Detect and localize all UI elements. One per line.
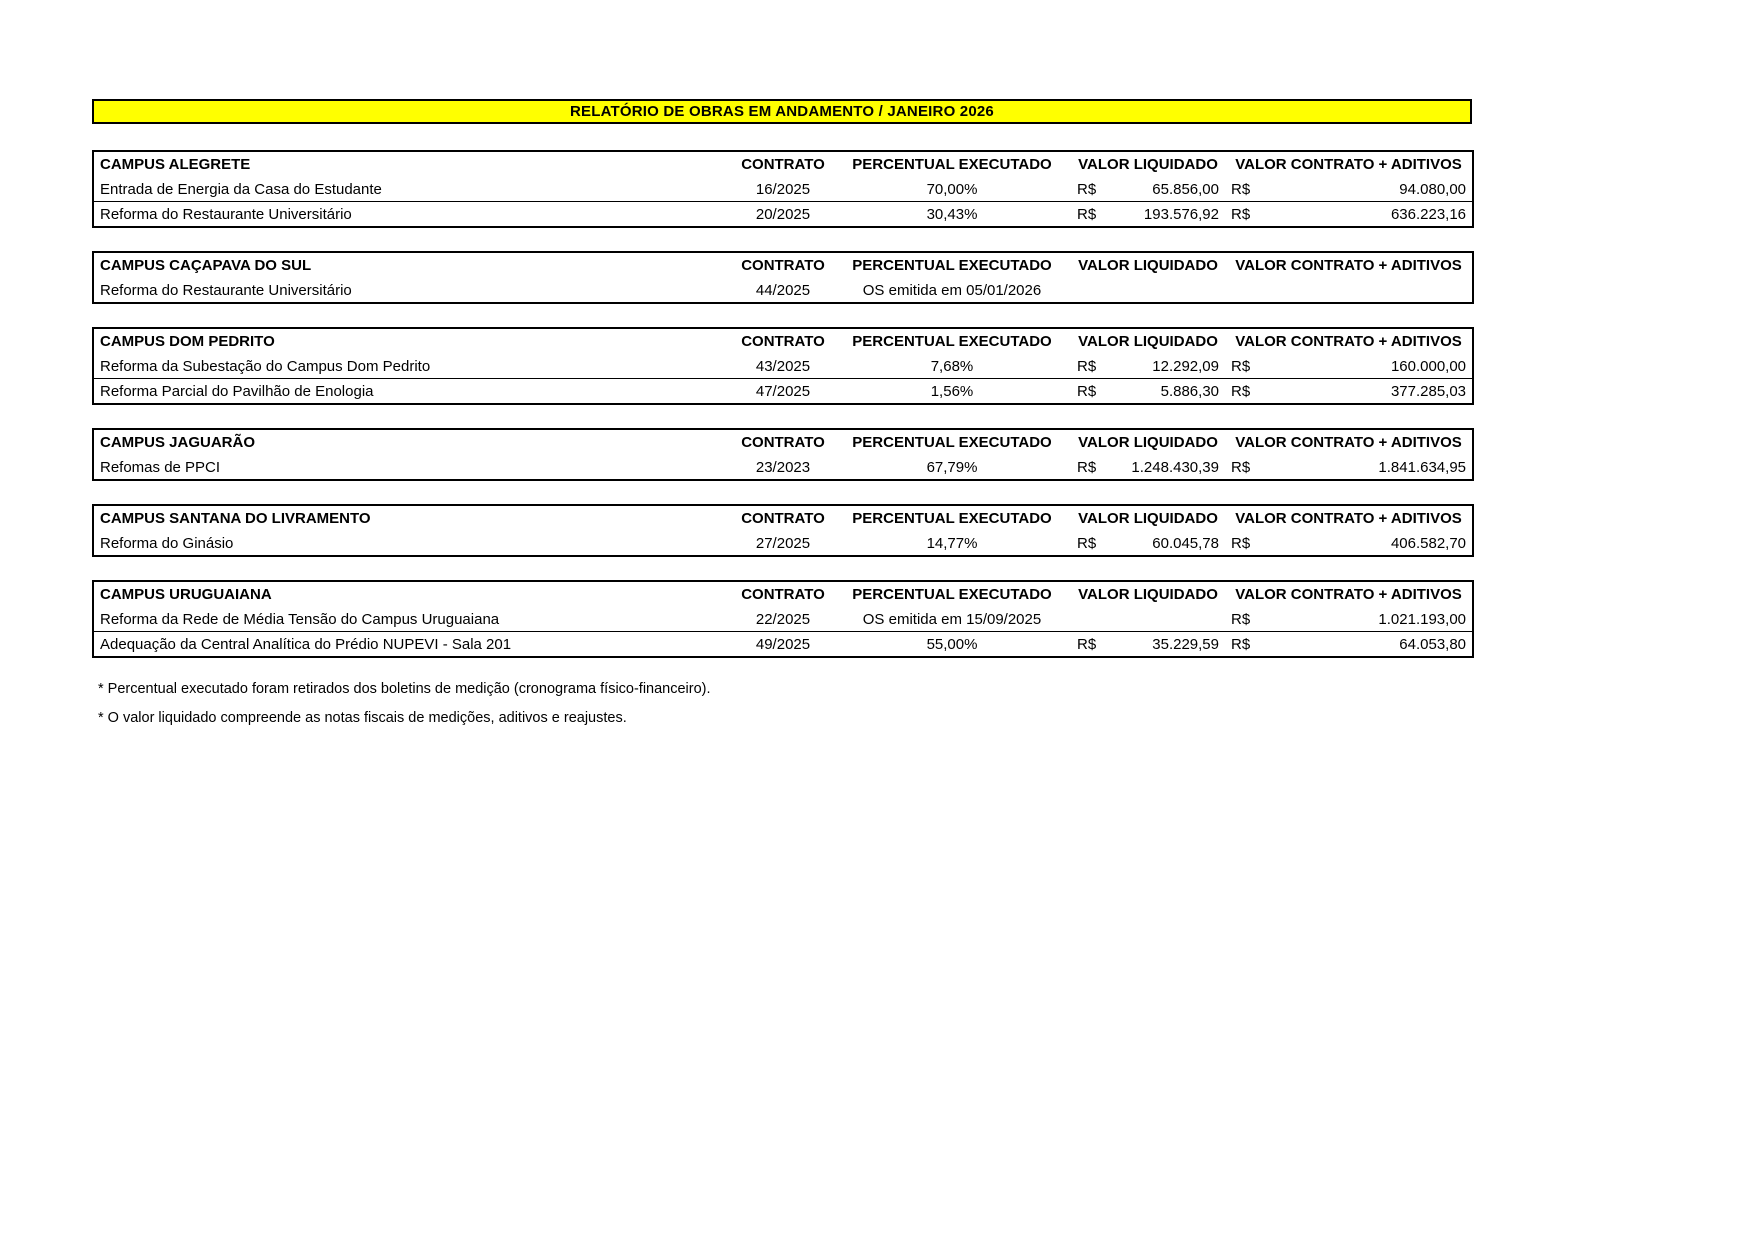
- aditivos-currency-symbol: R$: [1225, 177, 1267, 202]
- campus-name: CAMPUS JAGUARÃO: [100, 434, 256, 451]
- column-header-contrato-aditivos: VALOR CONTRATO + ADITIVOS: [1235, 257, 1462, 274]
- liquidado-currency-symbol: R$: [1071, 379, 1113, 405]
- aditivos-cell: 406.582,70: [1267, 531, 1473, 556]
- column-header-contrato-aditivos: VALOR CONTRATO + ADITIVOS: [1235, 156, 1462, 173]
- liquidado-cell: 65.856,00: [1113, 177, 1225, 202]
- campus-table: [92, 580, 1474, 658]
- section-header-row: [93, 328, 1473, 354]
- column-header-liquidado: VALOR LIQUIDADO: [1078, 586, 1218, 603]
- column-header-contrato-aditivos: VALOR CONTRATO + ADITIVOS: [1235, 333, 1462, 350]
- column-header-contrato: CONTRATO: [741, 257, 825, 274]
- percentual-cell: OS emitida em 05/01/2026: [833, 278, 1071, 303]
- section-header-row: [93, 151, 1473, 177]
- column-header-percentual: PERCENTUAL EXECUTADO: [852, 586, 1052, 603]
- contrato-cell: 47/2025: [733, 379, 833, 405]
- aditivos-currency-symbol: R$: [1225, 455, 1267, 480]
- aditivos-currency-symbol: R$: [1225, 607, 1267, 632]
- column-header-liquidado: VALOR LIQUIDADO: [1078, 257, 1218, 274]
- contrato-cell: 23/2023: [733, 455, 833, 480]
- campus-table: [92, 150, 1474, 228]
- table-row: [93, 607, 1473, 632]
- contrato-cell: 43/2025: [733, 354, 833, 379]
- table-row: [93, 177, 1473, 202]
- table-row: [93, 354, 1473, 379]
- liquidado-currency-symbol: [1071, 607, 1113, 632]
- aditivos-currency-symbol: R$: [1225, 354, 1267, 379]
- percentual-cell: 55,00%: [833, 632, 1071, 658]
- liquidado-cell: 193.576,92: [1113, 202, 1225, 228]
- aditivos-cell: 1.841.634,95: [1267, 455, 1473, 480]
- contrato-cell: 16/2025: [733, 177, 833, 202]
- campus-table: [92, 428, 1474, 481]
- contrato-cell: 49/2025: [733, 632, 833, 658]
- campus-table: [92, 251, 1474, 304]
- column-header-contrato-aditivos: VALOR CONTRATO + ADITIVOS: [1235, 510, 1462, 527]
- table-row: [93, 379, 1473, 405]
- section-header-row: [93, 252, 1473, 278]
- aditivos-cell: [1267, 278, 1473, 303]
- report-title-bar: [92, 99, 1472, 124]
- contrato-cell: 44/2025: [733, 278, 833, 303]
- column-header-percentual: PERCENTUAL EXECUTADO: [852, 510, 1052, 527]
- column-header-contrato: CONTRATO: [741, 510, 825, 527]
- contrato-cell: 27/2025: [733, 531, 833, 556]
- report-title: RELATÓRIO DE OBRAS EM ANDAMENTO / JANEIRO 2026: [570, 103, 994, 120]
- obra-cell: Reforma da Subestação do Campus Dom Pedrito: [93, 354, 733, 379]
- liquidado-currency-symbol: R$: [1071, 632, 1113, 658]
- column-header-contrato: CONTRATO: [741, 586, 825, 603]
- liquidado-cell: 60.045,78: [1113, 531, 1225, 556]
- aditivos-cell: 1.021.193,00: [1267, 607, 1473, 632]
- column-header-liquidado: VALOR LIQUIDADO: [1078, 434, 1218, 451]
- percentual-cell: 7,68%: [833, 354, 1071, 379]
- liquidado-currency-symbol: R$: [1071, 202, 1113, 228]
- campus-name: CAMPUS URUGUAIANA: [100, 586, 272, 603]
- liquidado-cell: [1113, 278, 1225, 303]
- campus-table: [92, 327, 1474, 405]
- table-row: [93, 455, 1473, 480]
- liquidado-currency-symbol: [1071, 278, 1113, 303]
- table-row: [93, 278, 1473, 303]
- aditivos-cell: 64.053,80: [1267, 632, 1473, 658]
- percentual-cell: 70,00%: [833, 177, 1071, 202]
- table-row: [93, 632, 1473, 658]
- column-header-contrato: CONTRATO: [741, 156, 825, 173]
- obra-cell: Reforma da Rede de Média Tensão do Campus Uruguaiana: [93, 607, 733, 632]
- obra-cell: Refomas de PPCI: [93, 455, 733, 480]
- aditivos-cell: 160.000,00: [1267, 354, 1473, 379]
- obra-cell: Reforma do Restaurante Universitário: [93, 278, 733, 303]
- obra-cell: Adequação da Central Analítica do Prédio NUPEVI - Sala 201: [93, 632, 733, 658]
- aditivos-cell: 94.080,00: [1267, 177, 1473, 202]
- column-header-contrato-aditivos: VALOR CONTRATO + ADITIVOS: [1235, 586, 1462, 603]
- liquidado-cell: 12.292,09: [1113, 354, 1225, 379]
- column-header-contrato: CONTRATO: [741, 434, 825, 451]
- column-header-percentual: PERCENTUAL EXECUTADO: [852, 434, 1052, 451]
- liquidado-cell: 5.886,30: [1113, 379, 1225, 405]
- section-header-row: [93, 505, 1473, 531]
- column-header-liquidado: VALOR LIQUIDADO: [1078, 156, 1218, 173]
- percentual-cell: 14,77%: [833, 531, 1071, 556]
- footnote-percentual: * Percentual executado foram retirados dos boletins de medição (cronograma físico-financeiro).: [98, 681, 711, 697]
- footnotes: [92, 681, 1472, 726]
- column-header-contrato-aditivos: VALOR CONTRATO + ADITIVOS: [1235, 434, 1462, 451]
- campus-name: CAMPUS ALEGRETE: [100, 156, 251, 173]
- liquidado-currency-symbol: R$: [1071, 354, 1113, 379]
- liquidado-cell: 35.229,59: [1113, 632, 1225, 658]
- percentual-cell: 67,79%: [833, 455, 1071, 480]
- table-row: [93, 202, 1473, 228]
- aditivos-currency-symbol: R$: [1225, 379, 1267, 405]
- campus-name: CAMPUS DOM PEDRITO: [100, 333, 275, 350]
- footnote-liquidado: * O valor liquidado compreende as notas fiscais de medições, aditivos e reajustes.: [98, 710, 627, 726]
- table-row: [93, 531, 1473, 556]
- column-header-percentual: PERCENTUAL EXECUTADO: [852, 257, 1052, 274]
- aditivos-currency-symbol: R$: [1225, 202, 1267, 228]
- campus-name: CAMPUS SANTANA DO LIVRAMENTO: [100, 510, 371, 527]
- aditivos-currency-symbol: [1225, 278, 1267, 303]
- column-header-contrato: CONTRATO: [741, 333, 825, 350]
- obra-cell: Reforma Parcial do Pavilhão de Enologia: [93, 379, 733, 405]
- liquidado-currency-symbol: R$: [1071, 531, 1113, 556]
- percentual-cell: 30,43%: [833, 202, 1071, 228]
- liquidado-cell: 1.248.430,39: [1113, 455, 1225, 480]
- contrato-cell: 20/2025: [733, 202, 833, 228]
- aditivos-cell: 377.285,03: [1267, 379, 1473, 405]
- obra-cell: Entrada de Energia da Casa do Estudante: [93, 177, 733, 202]
- column-header-percentual: PERCENTUAL EXECUTADO: [852, 333, 1052, 350]
- column-header-liquidado: VALOR LIQUIDADO: [1078, 510, 1218, 527]
- column-header-percentual: PERCENTUAL EXECUTADO: [852, 156, 1052, 173]
- liquidado-cell: [1113, 607, 1225, 632]
- aditivos-currency-symbol: R$: [1225, 632, 1267, 658]
- contrato-cell: 22/2025: [733, 607, 833, 632]
- percentual-cell: OS emitida em 15/09/2025: [833, 607, 1071, 632]
- aditivos-cell: 636.223,16: [1267, 202, 1473, 228]
- report-content: [92, 150, 1472, 739]
- aditivos-currency-symbol: R$: [1225, 531, 1267, 556]
- section-header-row: [93, 429, 1473, 455]
- campus-name: CAMPUS CAÇAPAVA DO SUL: [100, 257, 312, 274]
- percentual-cell: 1,56%: [833, 379, 1071, 405]
- column-header-liquidado: VALOR LIQUIDADO: [1078, 333, 1218, 350]
- obra-cell: Reforma do Ginásio: [93, 531, 733, 556]
- sections-container: [92, 150, 1472, 658]
- section-header-row: [93, 581, 1473, 607]
- liquidado-currency-symbol: R$: [1071, 177, 1113, 202]
- liquidado-currency-symbol: R$: [1071, 455, 1113, 480]
- obra-cell: Reforma do Restaurante Universitário: [93, 202, 733, 228]
- campus-table: [92, 504, 1474, 557]
